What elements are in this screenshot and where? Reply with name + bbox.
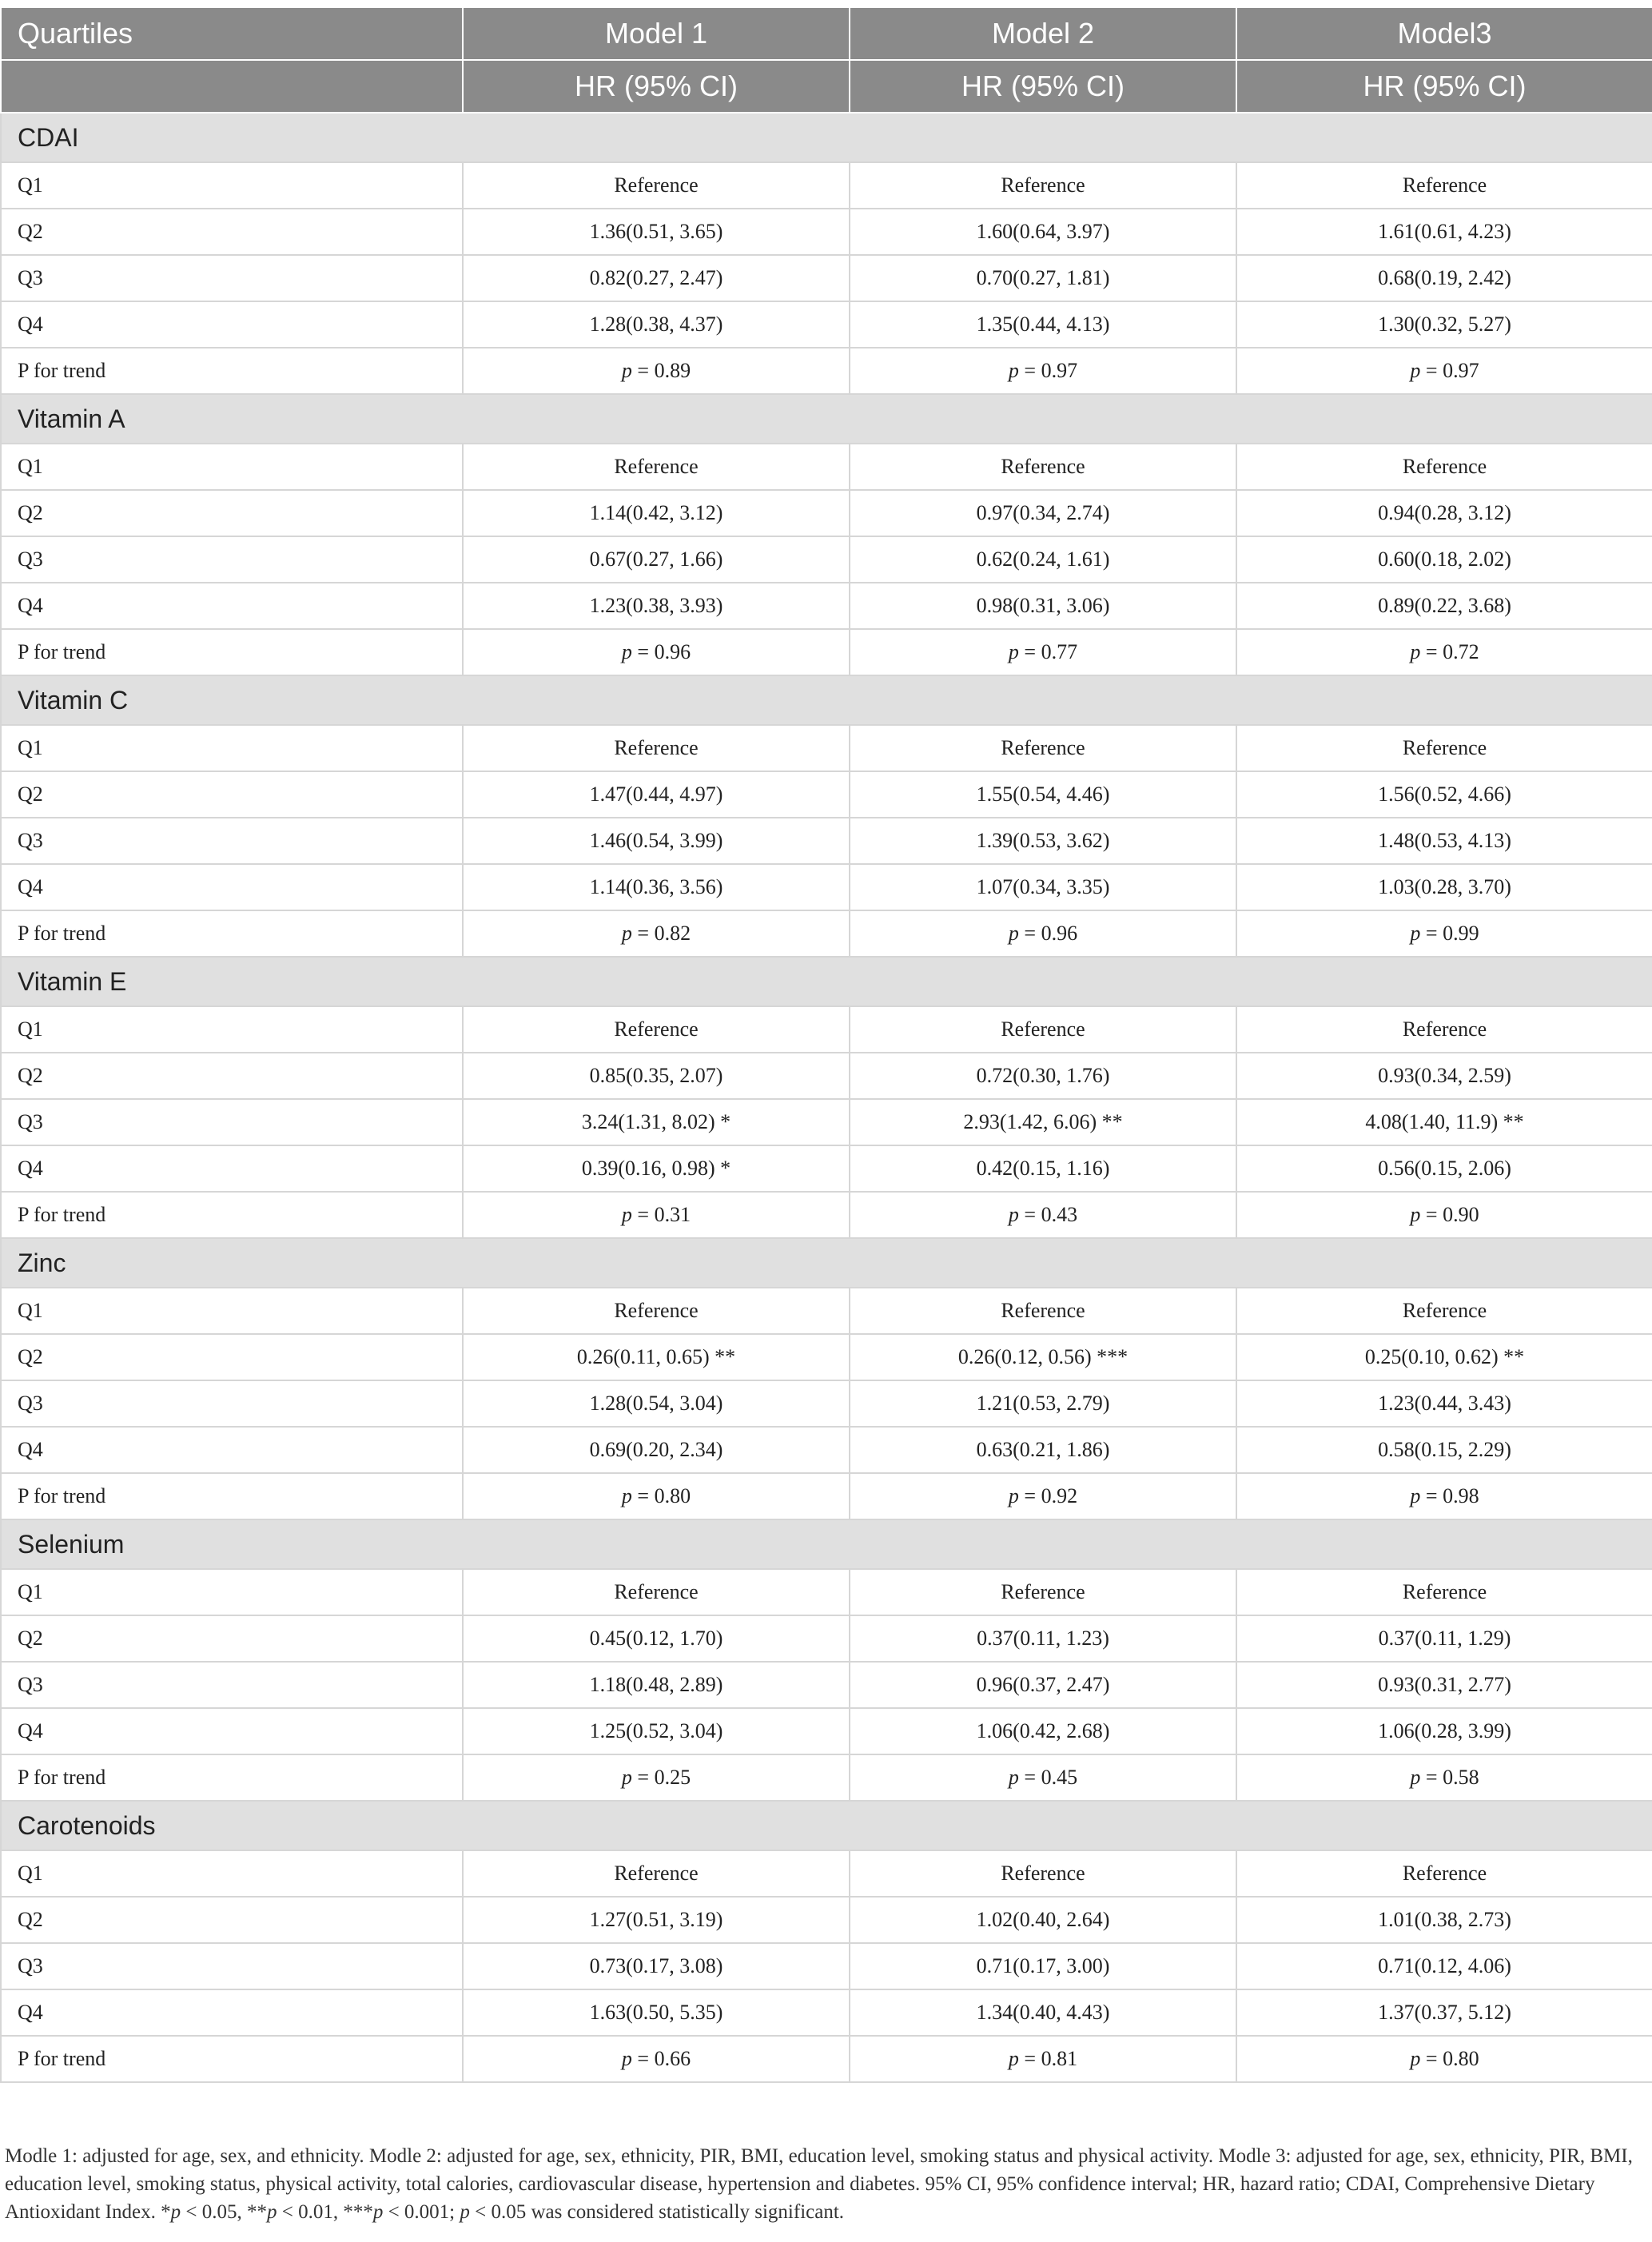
- hr-cell: Reference: [1236, 725, 1652, 771]
- row-label: Q2: [1, 1897, 463, 1943]
- p-value: = 0.25: [637, 1766, 691, 1789]
- section-title: Selenium: [1, 1519, 1652, 1569]
- section-row: [1, 1238, 1652, 1288]
- row-label: Q1: [1, 1006, 463, 1053]
- p-trend-cell: [850, 2036, 1236, 2082]
- p-value: = 0.80: [1425, 2047, 1479, 2070]
- p-symbol: p: [1410, 359, 1421, 382]
- table-row: [1, 209, 1652, 255]
- section-title: Vitamin C: [1, 675, 1652, 725]
- hr-cell: 1.06(0.28, 3.99): [1236, 1708, 1652, 1754]
- table-row: [1, 1473, 1652, 1519]
- footnote-text-3: < 0.01, ***: [277, 2201, 373, 2223]
- p-value: = 0.92: [1024, 1484, 1078, 1507]
- table-row: [1, 1192, 1652, 1238]
- hr-cell: Reference: [463, 1850, 850, 1897]
- p-symbol: p: [621, 1766, 632, 1789]
- hr-cell: 1.06(0.42, 2.68): [850, 1708, 1236, 1754]
- hr-cell: 1.02(0.40, 2.64): [850, 1897, 1236, 1943]
- row-label: Q1: [1, 444, 463, 490]
- p-trend-cell: [850, 629, 1236, 675]
- header-hr-ci-2: HR (95% CI): [850, 60, 1236, 113]
- hr-cell: Reference: [463, 1006, 850, 1053]
- p-value: = 0.45: [1024, 1766, 1078, 1789]
- table-row: [1, 910, 1652, 957]
- p-trend-cell: [1236, 910, 1652, 957]
- hr-cell: 0.56(0.15, 2.06): [1236, 1145, 1652, 1192]
- hr-cell: 1.25(0.52, 3.04): [463, 1708, 850, 1754]
- p-symbol: p: [1410, 640, 1421, 663]
- p-value: = 0.97: [1425, 359, 1479, 382]
- table-row: [1, 583, 1652, 629]
- p-trend-cell: [1236, 1192, 1652, 1238]
- hr-cell: 1.21(0.53, 2.79): [850, 1380, 1236, 1427]
- p-trend-cell: [463, 2036, 850, 2082]
- row-label: Q4: [1, 1427, 463, 1473]
- row-label: P for trend: [1, 629, 463, 675]
- row-label: Q2: [1, 209, 463, 255]
- hr-cell: Reference: [1236, 1850, 1652, 1897]
- table-header: [1, 7, 1652, 113]
- hr-cell: 0.45(0.12, 1.70): [463, 1615, 850, 1662]
- row-label: Q3: [1, 1099, 463, 1145]
- hr-cell: 4.08(1.40, 11.9) **: [1236, 1099, 1652, 1145]
- hr-cell: 1.39(0.53, 3.62): [850, 818, 1236, 864]
- footnote-text-4: < 0.001;: [383, 2201, 460, 2223]
- table-row: [1, 1099, 1652, 1145]
- table-row: [1, 162, 1652, 209]
- hr-cell: 1.03(0.28, 3.70): [1236, 864, 1652, 910]
- p-symbol: p: [1008, 1766, 1019, 1789]
- footnote-text-1: Modle 1: adjusted for age, sex, and ethnicity. Modle 2: adjusted for age, sex, ethnicity, PIR, BMI, education level, smoking status and physical activity. Modle 3: adjusted for age, sex, ethnicity, PIR, BMI, education level, smoking status, physical activity, total calories, cardiovascular disease, hypertension and diabetes. 95% CI, 95% confidence interval; HR, hazard ratio; CDAI, Comprehensive Dietary Antioxidant Index. *: [5, 2145, 1633, 2223]
- hr-cell: Reference: [850, 725, 1236, 771]
- table-row: [1, 1006, 1652, 1053]
- hr-cell: 0.42(0.15, 1.16): [850, 1145, 1236, 1192]
- p-value: = 0.90: [1425, 1203, 1479, 1226]
- p-value: = 0.81: [1024, 2047, 1078, 2070]
- row-label: Q3: [1, 1943, 463, 1989]
- p-value: = 0.43: [1024, 1203, 1078, 1226]
- hr-cell: 1.30(0.32, 5.27): [1236, 301, 1652, 348]
- row-label: P for trend: [1, 2036, 463, 2082]
- hr-cell: 3.24(1.31, 8.02) *: [463, 1099, 850, 1145]
- row-label: Q3: [1, 1662, 463, 1708]
- p-symbol: p: [1008, 1203, 1019, 1226]
- table-row: [1, 629, 1652, 675]
- hr-cell: 0.26(0.12, 0.56) ***: [850, 1334, 1236, 1380]
- hr-cell: 0.63(0.21, 1.86): [850, 1427, 1236, 1473]
- p-value: = 0.58: [1425, 1766, 1479, 1789]
- p-trend-cell: [463, 348, 850, 394]
- hr-cell: 1.23(0.44, 3.43): [1236, 1380, 1652, 1427]
- table-row: [1, 255, 1652, 301]
- footnote-p-symbol: p: [266, 2201, 277, 2223]
- row-label: Q3: [1, 818, 463, 864]
- table-row: [1, 1662, 1652, 1708]
- table-row: [1, 1288, 1652, 1334]
- row-label: P for trend: [1, 1473, 463, 1519]
- hr-cell: Reference: [463, 1288, 850, 1334]
- hr-cell: 0.93(0.34, 2.59): [1236, 1053, 1652, 1099]
- hr-cell: 0.62(0.24, 1.61): [850, 536, 1236, 583]
- p-symbol: p: [1410, 1484, 1421, 1507]
- section-row: [1, 394, 1652, 444]
- table-footnote: [5, 2142, 1643, 2226]
- row-label: Q2: [1, 771, 463, 818]
- p-trend-cell: [463, 1192, 850, 1238]
- row-label: Q4: [1, 583, 463, 629]
- section-title: Vitamin A: [1, 394, 1652, 444]
- p-trend-cell: [850, 1473, 1236, 1519]
- p-trend-cell: [463, 1473, 850, 1519]
- p-trend-cell: [463, 629, 850, 675]
- hr-cell: 0.70(0.27, 1.81): [850, 255, 1236, 301]
- hr-cell: 1.27(0.51, 3.19): [463, 1897, 850, 1943]
- p-value: = 0.98: [1425, 1484, 1479, 1507]
- hr-cell: 0.85(0.35, 2.07): [463, 1053, 850, 1099]
- hr-cell: 1.34(0.40, 4.43): [850, 1989, 1236, 2036]
- p-value: = 0.96: [1024, 922, 1078, 945]
- hr-cell: Reference: [1236, 1006, 1652, 1053]
- header-row-metric: [1, 60, 1652, 113]
- footnote-text-2: < 0.05, **: [181, 2201, 267, 2223]
- hr-cell: Reference: [463, 725, 850, 771]
- hr-cell: Reference: [850, 1569, 1236, 1615]
- table-row: [1, 1708, 1652, 1754]
- p-symbol: p: [1008, 2047, 1019, 2070]
- hr-cell: 1.56(0.52, 4.66): [1236, 771, 1652, 818]
- hr-cell: 1.36(0.51, 3.65): [463, 209, 850, 255]
- p-trend-cell: [1236, 1473, 1652, 1519]
- p-value: = 0.72: [1425, 640, 1479, 663]
- hr-cell: Reference: [463, 1569, 850, 1615]
- table-row: [1, 1943, 1652, 1989]
- row-label: P for trend: [1, 910, 463, 957]
- table-row: [1, 1989, 1652, 2036]
- row-label: Q1: [1, 725, 463, 771]
- header-row-models: [1, 7, 1652, 60]
- p-trend-cell: [850, 348, 1236, 394]
- p-trend-cell: [463, 910, 850, 957]
- hr-cell: 0.72(0.30, 1.76): [850, 1053, 1236, 1099]
- hr-cell: 0.71(0.12, 4.06): [1236, 1943, 1652, 1989]
- p-value: = 0.97: [1024, 359, 1078, 382]
- hr-cell: Reference: [850, 444, 1236, 490]
- hr-cell: 1.47(0.44, 4.97): [463, 771, 850, 818]
- p-symbol: p: [1008, 1484, 1019, 1507]
- hr-cell: 0.37(0.11, 1.29): [1236, 1615, 1652, 1662]
- hr-cell: 0.71(0.17, 3.00): [850, 1943, 1236, 1989]
- hr-cell: 1.63(0.50, 5.35): [463, 1989, 850, 2036]
- table-row: [1, 1897, 1652, 1943]
- hr-cell: 0.26(0.11, 0.65) **: [463, 1334, 850, 1380]
- p-trend-cell: [850, 1192, 1236, 1238]
- hr-cell: 1.61(0.61, 4.23): [1236, 209, 1652, 255]
- header-blank: [1, 60, 463, 113]
- header-model-1: Model 1: [463, 7, 850, 60]
- p-value: = 0.80: [637, 1484, 691, 1507]
- section-row: [1, 113, 1652, 162]
- table-row: [1, 1569, 1652, 1615]
- p-trend-cell: [1236, 348, 1652, 394]
- p-trend-cell: [1236, 1754, 1652, 1801]
- hr-cell: 1.18(0.48, 2.89): [463, 1662, 850, 1708]
- section-title: CDAI: [1, 113, 1652, 162]
- table-row: [1, 1380, 1652, 1427]
- hr-cell: 0.69(0.20, 2.34): [463, 1427, 850, 1473]
- row-label: Q2: [1, 1615, 463, 1662]
- hr-cell: 1.48(0.53, 4.13): [1236, 818, 1652, 864]
- footnote-p-symbol: p: [372, 2201, 384, 2223]
- hr-cell: Reference: [1236, 1288, 1652, 1334]
- table-row: [1, 1754, 1652, 1801]
- p-symbol: p: [621, 2047, 632, 2070]
- footnote-p-symbol: p: [170, 2201, 181, 2223]
- section-row: [1, 1519, 1652, 1569]
- p-trend-cell: [1236, 629, 1652, 675]
- table-row: [1, 1334, 1652, 1380]
- row-label: P for trend: [1, 1192, 463, 1238]
- row-label: Q4: [1, 1708, 463, 1754]
- p-symbol: p: [1410, 922, 1421, 945]
- table-body: [1, 113, 1652, 2082]
- table-row: [1, 1053, 1652, 1099]
- hr-cell: 0.89(0.22, 3.68): [1236, 583, 1652, 629]
- table-row: [1, 348, 1652, 394]
- hr-cell: 1.14(0.36, 3.56): [463, 864, 850, 910]
- table-row: [1, 490, 1652, 536]
- hr-cell: 1.01(0.38, 2.73): [1236, 1897, 1652, 1943]
- p-trend-cell: [1236, 2036, 1652, 2082]
- table-row: [1, 1850, 1652, 1897]
- hr-cell: 1.35(0.44, 4.13): [850, 301, 1236, 348]
- hr-cell: 1.37(0.37, 5.12): [1236, 1989, 1652, 2036]
- hr-cell: 0.37(0.11, 1.23): [850, 1615, 1236, 1662]
- row-label: Q4: [1, 864, 463, 910]
- header-hr-ci-3: HR (95% CI): [1236, 60, 1652, 113]
- hr-cell: 0.93(0.31, 2.77): [1236, 1662, 1652, 1708]
- p-symbol: p: [1410, 1766, 1421, 1789]
- section-title: Zinc: [1, 1238, 1652, 1288]
- hr-cell: Reference: [850, 162, 1236, 209]
- p-trend-cell: [463, 1754, 850, 1801]
- p-trend-cell: [850, 1754, 1236, 1801]
- row-label: Q1: [1, 1288, 463, 1334]
- row-label: Q1: [1, 1569, 463, 1615]
- table-row: [1, 301, 1652, 348]
- section-row: [1, 957, 1652, 1006]
- row-label: Q3: [1, 536, 463, 583]
- p-symbol: p: [1410, 1203, 1421, 1226]
- footnote-text-5: < 0.05 was considered statistically significant.: [469, 2201, 845, 2223]
- table-row: [1, 818, 1652, 864]
- row-label: Q3: [1, 1380, 463, 1427]
- hr-cell: Reference: [463, 162, 850, 209]
- section-title: Vitamin E: [1, 957, 1652, 1006]
- hr-cell: 0.60(0.18, 2.02): [1236, 536, 1652, 583]
- row-label: Q3: [1, 255, 463, 301]
- hr-cell: Reference: [850, 1288, 1236, 1334]
- table-row: [1, 725, 1652, 771]
- hr-cell: 1.55(0.54, 4.46): [850, 771, 1236, 818]
- row-label: Q4: [1, 1145, 463, 1192]
- header-model-2: Model 2: [850, 7, 1236, 60]
- p-value: = 0.89: [637, 359, 691, 382]
- table-row: [1, 536, 1652, 583]
- hr-cell: Reference: [1236, 444, 1652, 490]
- p-value: = 0.31: [637, 1203, 691, 1226]
- p-symbol: p: [1008, 359, 1019, 382]
- hr-cell: 0.82(0.27, 2.47): [463, 255, 850, 301]
- p-value: = 0.66: [637, 2047, 691, 2070]
- table-row: [1, 1615, 1652, 1662]
- row-label: P for trend: [1, 348, 463, 394]
- hr-cell: 1.60(0.64, 3.97): [850, 209, 1236, 255]
- table-row: [1, 444, 1652, 490]
- p-symbol: p: [1008, 922, 1019, 945]
- table-row: [1, 864, 1652, 910]
- section-row: [1, 1801, 1652, 1850]
- section-title: Carotenoids: [1, 1801, 1652, 1850]
- hr-cell: 0.68(0.19, 2.42): [1236, 255, 1652, 301]
- p-symbol: p: [1008, 640, 1019, 663]
- row-label: Q4: [1, 1989, 463, 2036]
- p-symbol: p: [621, 922, 632, 945]
- hr-cell: 1.28(0.38, 4.37): [463, 301, 850, 348]
- p-value: = 0.82: [637, 922, 691, 945]
- hr-cell: 0.73(0.17, 3.08): [463, 1943, 850, 1989]
- hr-cell: Reference: [1236, 162, 1652, 209]
- table-row: [1, 771, 1652, 818]
- row-label: Q2: [1, 490, 463, 536]
- p-symbol: p: [621, 359, 632, 382]
- p-symbol: p: [621, 1484, 632, 1507]
- table-row: [1, 1145, 1652, 1192]
- row-label: Q1: [1, 162, 463, 209]
- hr-cell: Reference: [463, 444, 850, 490]
- hr-cell: 2.93(1.42, 6.06) **: [850, 1099, 1236, 1145]
- table-row: [1, 2036, 1652, 2082]
- p-value: = 0.96: [637, 640, 691, 663]
- hr-cell: 0.39(0.16, 0.98) *: [463, 1145, 850, 1192]
- hr-cell: 0.58(0.15, 2.29): [1236, 1427, 1652, 1473]
- hr-cell: 0.96(0.37, 2.47): [850, 1662, 1236, 1708]
- hr-cell: 1.07(0.34, 3.35): [850, 864, 1236, 910]
- table-row: [1, 1427, 1652, 1473]
- hr-cell: 0.97(0.34, 2.74): [850, 490, 1236, 536]
- p-value: = 0.77: [1024, 640, 1078, 663]
- hr-cell: Reference: [850, 1850, 1236, 1897]
- header-quartiles: Quartiles: [1, 7, 463, 60]
- hr-cell: 1.23(0.38, 3.93): [463, 583, 850, 629]
- header-model-3: Model3: [1236, 7, 1652, 60]
- row-label: P for trend: [1, 1754, 463, 1801]
- row-label: Q1: [1, 1850, 463, 1897]
- hr-cell: 1.14(0.42, 3.12): [463, 490, 850, 536]
- footnote-p-symbol: p: [460, 2201, 470, 2223]
- hr-cell: Reference: [1236, 1569, 1652, 1615]
- row-label: Q4: [1, 301, 463, 348]
- hr-cell: 0.94(0.28, 3.12): [1236, 490, 1652, 536]
- hr-cell: Reference: [850, 1006, 1236, 1053]
- section-row: [1, 675, 1652, 725]
- hr-cell: 0.25(0.10, 0.62) **: [1236, 1334, 1652, 1380]
- hazard-ratio-table: [0, 6, 1652, 2083]
- hr-cell: 0.67(0.27, 1.66): [463, 536, 850, 583]
- hr-cell: 1.46(0.54, 3.99): [463, 818, 850, 864]
- header-hr-ci-1: HR (95% CI): [463, 60, 850, 113]
- row-label: Q2: [1, 1334, 463, 1380]
- hr-cell: 0.98(0.31, 3.06): [850, 583, 1236, 629]
- p-symbol: p: [621, 640, 632, 663]
- hr-cell: 1.28(0.54, 3.04): [463, 1380, 850, 1427]
- p-value: = 0.99: [1425, 922, 1479, 945]
- p-trend-cell: [850, 910, 1236, 957]
- p-symbol: p: [621, 1203, 632, 1226]
- p-symbol: p: [1410, 2047, 1421, 2070]
- row-label: Q2: [1, 1053, 463, 1099]
